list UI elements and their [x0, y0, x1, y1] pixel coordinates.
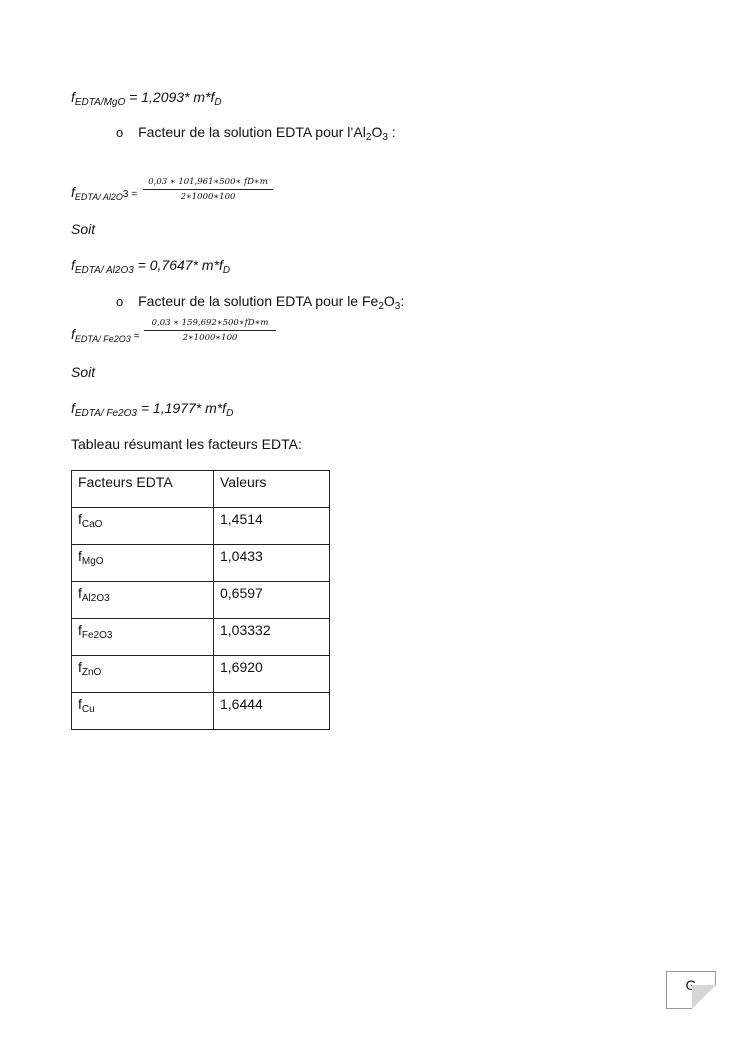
factor-name-cell	[72, 619, 214, 656]
factor-value: 1,4514	[214, 508, 330, 545]
bullet-end: :	[400, 293, 405, 309]
eq-rhs-subscript: D	[214, 97, 222, 108]
frac-equals: =	[128, 189, 138, 200]
fraction-numerator: 0,03 ∗ 159,692∗500∗fD∗m	[151, 318, 269, 328]
soit-label-1: Soit	[71, 221, 96, 237]
bullet-sub-1: 2	[365, 132, 372, 143]
table-row	[72, 582, 330, 619]
header-facteurs: Facteurs EDTA	[72, 471, 214, 508]
fraction-fe2o3	[144, 318, 276, 343]
factor-name-cell	[72, 582, 214, 619]
header-valeurs: Valeurs	[214, 471, 330, 508]
fraction-denominator: 2∗1000∗100	[182, 333, 238, 343]
edta-factors-table	[71, 470, 330, 730]
table-row	[72, 545, 330, 582]
factor-subscript: Cu	[81, 704, 95, 715]
frac-symbol: f	[71, 326, 75, 342]
factor-symbol: f	[78, 548, 82, 564]
bullet-text: Facteur de la solution EDTA pour l’Al	[138, 124, 366, 140]
eq-subscript: EDTA/ Al2O3	[74, 265, 134, 276]
table-header-row	[72, 471, 330, 508]
frac-subscript: EDTA/ Al2O	[74, 192, 123, 202]
factor-subscript: CaO	[81, 519, 103, 530]
bullet-fe2o3	[116, 293, 404, 312]
frac-equals: =	[130, 331, 140, 342]
factor-value: 1,6444	[214, 693, 330, 730]
table-row	[72, 656, 330, 693]
bullet-end: :	[387, 124, 396, 140]
bullet-marker: o	[116, 294, 124, 309]
fraction-denominator: 2∗1000∗100	[180, 192, 236, 202]
bullet-sub-1: 2	[378, 301, 384, 312]
frac-symbol: f	[71, 184, 75, 200]
bullet-marker: o	[116, 125, 124, 140]
factor-value: 1,0433	[214, 545, 330, 582]
table-row	[72, 693, 330, 730]
factor-subscript: Al2O3	[81, 593, 110, 604]
equation-mgo-factor	[71, 89, 222, 108]
eq-symbol: f	[71, 257, 75, 273]
fraction-numerator: 0,03 ∗ 101,961∗500∗ fD∗m	[148, 177, 268, 187]
bullet-text: Facteur de la solution EDTA pour le Fe	[138, 293, 379, 309]
factor-subscript: MgO	[81, 556, 104, 567]
factor-value: 1,6920	[214, 656, 330, 693]
factor-name-cell	[72, 545, 214, 582]
fraction-al2o3	[143, 177, 273, 202]
factor-name-cell	[72, 693, 214, 730]
factor-symbol: f	[78, 696, 82, 712]
eq-rhs: = 0,7647* m*f	[133, 257, 223, 273]
eq-rhs: = 1,1977* m*f	[136, 400, 227, 416]
page-number-box	[666, 971, 716, 1009]
factor-symbol: f	[78, 511, 82, 527]
page-label: G	[685, 977, 697, 993]
equation-fe2o3-factor	[71, 400, 233, 419]
factor-value: 1,03332	[214, 619, 330, 656]
eq-symbol: f	[71, 400, 75, 416]
fraction-fe2o3-lhs	[71, 326, 139, 344]
bullet-al2o3	[116, 124, 396, 143]
factor-value: 0,6597	[214, 582, 330, 619]
factor-name-cell	[72, 656, 214, 693]
frac-subscript: EDTA/ Fe2O3	[74, 334, 131, 344]
table-caption: Tableau résumant les facteurs EDTA:	[71, 436, 302, 452]
bullet-mid: O	[371, 124, 383, 140]
page-corner-fold-icon	[692, 985, 716, 1009]
frac-subscript-3: 3	[122, 189, 129, 200]
bullet-sub-2: 3	[394, 301, 401, 312]
eq-rhs: = 1,2093* m*f	[125, 89, 215, 105]
eq-subscript: EDTA/ Fe2O3	[74, 408, 137, 419]
factor-symbol: f	[78, 622, 82, 638]
eq-rhs-subscript: D	[226, 408, 234, 419]
equation-al2o3-factor	[71, 257, 230, 276]
factor-symbol: f	[78, 585, 82, 601]
soit-label-2: Soit	[71, 364, 96, 380]
eq-subscript: EDTA/MgO	[74, 97, 126, 108]
table-row	[72, 619, 330, 656]
bullet-mid: O	[383, 293, 395, 309]
eq-rhs-subscript: D	[222, 265, 231, 276]
factor-name-cell	[72, 508, 214, 545]
factor-subscript: ZnO	[81, 667, 102, 678]
table-row	[72, 508, 330, 545]
fraction-al2o3-lhs	[71, 184, 137, 202]
bullet-sub-2: 3	[382, 132, 388, 143]
factor-symbol: f	[78, 659, 82, 675]
eq-symbol: f	[71, 89, 75, 105]
factor-subscript: Fe2O3	[81, 630, 113, 641]
